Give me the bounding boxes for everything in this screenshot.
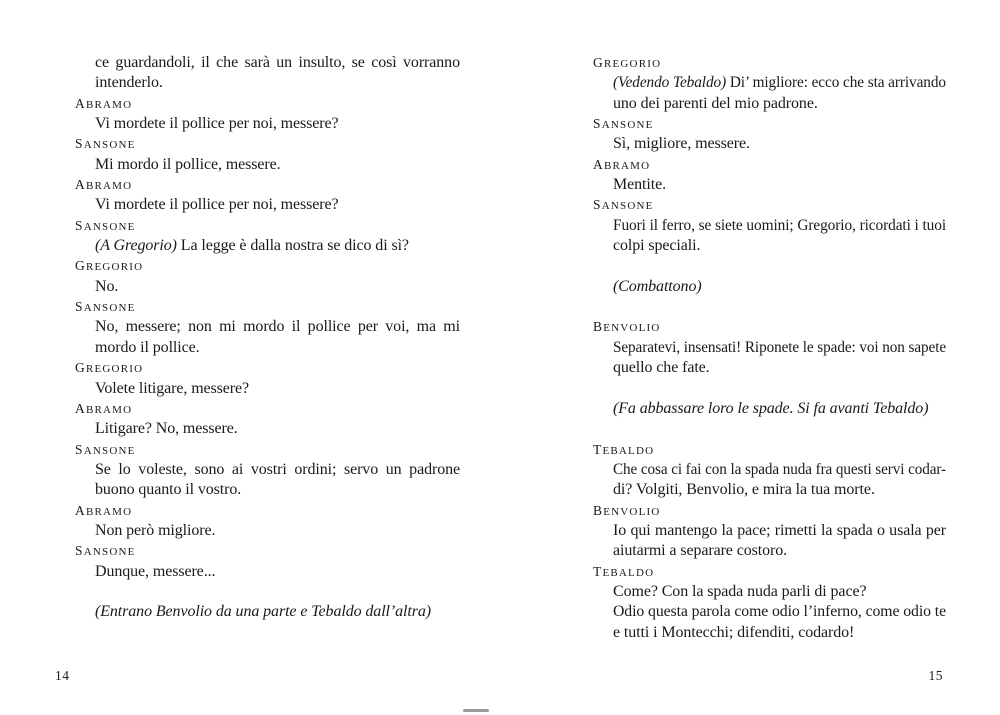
line-text: Fuori il ferro, se siete uomini; Gregorio, ricordati i tuoi <box>613 216 946 234</box>
line-text: Vi mordete il pollice per noi, messere? <box>95 115 339 133</box>
dialogue-line <box>75 460 460 480</box>
speaker-label <box>75 134 460 154</box>
speaker-label <box>593 501 946 521</box>
line-text: Non però migliore. <box>95 521 216 539</box>
dialogue-line <box>593 175 946 195</box>
line-text: Come? Con la spada nuda parli di pace? <box>613 582 867 600</box>
line-text: SANSONE <box>75 441 136 457</box>
dialogue-line <box>75 521 460 541</box>
stage-direction <box>75 602 460 622</box>
line-text: quello che fate. <box>613 359 710 377</box>
speaker-label <box>593 440 946 460</box>
line-text: No. <box>95 277 119 295</box>
line-text: No, messere; non mi mordo il pollice per voi, ma mi <box>95 318 460 336</box>
line-text: ce guardandoli, il che sarà un insulto, se così vorranno <box>95 54 460 71</box>
line-text: (Fa abbassare loro le spade. Si fa avanti Tebaldo) <box>613 399 929 417</box>
line-text: colpi speciali. <box>613 237 701 255</box>
dialogue-line <box>75 317 460 337</box>
speaker-label <box>593 53 946 73</box>
dialogue-line <box>593 602 946 622</box>
dialogue-line <box>593 338 946 358</box>
dialogue-line <box>593 541 946 561</box>
dialogue-line <box>75 195 460 215</box>
line-text: (A Gregorio) La legge è dalla nostra se dico di sì? <box>95 237 409 255</box>
speaker-label <box>75 216 460 236</box>
speaker-label <box>75 297 460 317</box>
dialogue-line <box>75 379 460 399</box>
dialogue-line <box>593 216 946 236</box>
dialogue-line <box>593 460 946 480</box>
speaker-label <box>593 317 946 337</box>
speaker-label <box>593 114 946 134</box>
speaker-label <box>593 195 946 215</box>
line-text: mordo il pollice. <box>95 338 200 356</box>
dialogue-line <box>593 94 946 114</box>
stage-note-inline: (A Gregorio) <box>95 237 177 255</box>
dialogue-line <box>75 73 460 93</box>
line-text: Volete litigare, messere? <box>95 379 250 397</box>
dialogue-line <box>75 562 460 582</box>
line-text: BENVOLIO <box>593 502 661 518</box>
line-text: Sì, migliore, messere. <box>613 135 750 153</box>
line-text: SANSONE <box>593 116 654 132</box>
speaker-label <box>75 256 460 276</box>
line-text: Litigare? No, messere. <box>95 420 238 438</box>
dialogue-line <box>75 480 460 500</box>
line-text: intenderlo. <box>95 74 163 92</box>
line-text: buono quanto il vostro. <box>95 481 242 499</box>
dialogue-line <box>593 134 946 154</box>
line-text: ABRAMO <box>593 156 651 172</box>
dialogue-line <box>593 358 946 378</box>
speaker-label <box>75 501 460 521</box>
dialogue-line <box>75 338 460 358</box>
blank-line <box>593 256 946 276</box>
speaker-label <box>593 155 946 175</box>
page-number-left: 14 <box>55 668 70 683</box>
dialogue-line <box>75 114 460 134</box>
dialogue-line <box>75 419 460 439</box>
speaker-label <box>75 399 460 419</box>
dialogue-line <box>593 582 946 602</box>
line-text: Dunque, messere... <box>95 562 216 580</box>
dialogue-line <box>593 236 946 256</box>
line-text: Mentite. <box>613 176 666 194</box>
stage-direction <box>593 277 946 297</box>
dialogue-line <box>593 480 946 500</box>
blank-line <box>75 582 460 602</box>
line-text: uno dei parenti del mio padrone. <box>613 94 818 112</box>
line-text: SANSONE <box>75 543 136 559</box>
line-text: di? Volgiti, Benvolio, e mira la tua morte. <box>613 481 875 499</box>
blank-line <box>593 379 946 399</box>
speaker-label <box>75 440 460 460</box>
dialogue-line <box>593 623 946 643</box>
speaker-label <box>75 358 460 378</box>
line-text: (Vedendo Tebaldo) Di’ migliore: ecco che sta arrivando <box>613 74 946 92</box>
line-text: Odio questa parola come odio l’inferno, come odio te <box>613 603 946 621</box>
dialogue-line <box>75 236 460 256</box>
line-text: SANSONE <box>75 136 136 152</box>
line-text: TEBALDO <box>593 563 655 579</box>
line-text: Se lo voleste, sono ai vostri ordini; servo un padrone <box>95 460 460 478</box>
line-text: ABRAMO <box>75 502 133 518</box>
stage-direction <box>593 399 946 419</box>
line-text: TEBALDO <box>593 441 655 457</box>
page-scrubber-handle[interactable] <box>463 709 489 712</box>
line-text: ABRAMO <box>75 95 133 111</box>
book-page-right <box>593 53 946 643</box>
blank-line <box>593 297 946 317</box>
line-text: aiutarmi a separare costoro. <box>613 542 788 560</box>
line-text: SANSONE <box>593 197 654 213</box>
dialogue-line <box>75 155 460 175</box>
page-number-right: 15 <box>928 668 943 683</box>
line-text: SANSONE <box>75 299 136 315</box>
speaker-label <box>593 562 946 582</box>
line-text: BENVOLIO <box>593 319 661 335</box>
speaker-label <box>75 175 460 195</box>
dialogue-line <box>75 53 460 73</box>
line-text: Io qui mantengo la pace; rimetti la spada o usala per <box>613 521 946 539</box>
line-text: Che cosa ci fai con la spada nuda fra questi servi codar- <box>613 460 946 478</box>
line-text: Mi mordo il pollice, messere. <box>95 155 281 173</box>
line-text: (Combattono) <box>613 277 702 295</box>
dialogue-line <box>593 73 946 93</box>
line-text: GREGORIO <box>75 360 144 376</box>
dialogue-line <box>75 277 460 297</box>
line-text: GREGORIO <box>75 258 144 274</box>
line-text: e tutti i Montecchi; difenditi, codardo! <box>613 623 855 641</box>
line-text: Vi mordete il pollice per noi, messere? <box>95 196 339 214</box>
line-text: GREGORIO <box>593 55 662 70</box>
stage-note-inline: (Vedendo Tebaldo) <box>613 74 727 92</box>
dialogue-line <box>593 521 946 541</box>
book-page-left <box>75 53 460 623</box>
speaker-label <box>75 541 460 561</box>
line-text: ABRAMO <box>75 400 133 416</box>
line-text: SANSONE <box>75 217 136 233</box>
line-text: (Entrano Benvolio da una parte e Tebaldo dall’altra) <box>95 603 431 621</box>
blank-line <box>593 419 946 439</box>
speaker-label <box>75 94 460 114</box>
line-text: Separatevi, insensati! Riponete le spade: voi non sapete <box>613 338 946 356</box>
line-text: ABRAMO <box>75 177 133 193</box>
